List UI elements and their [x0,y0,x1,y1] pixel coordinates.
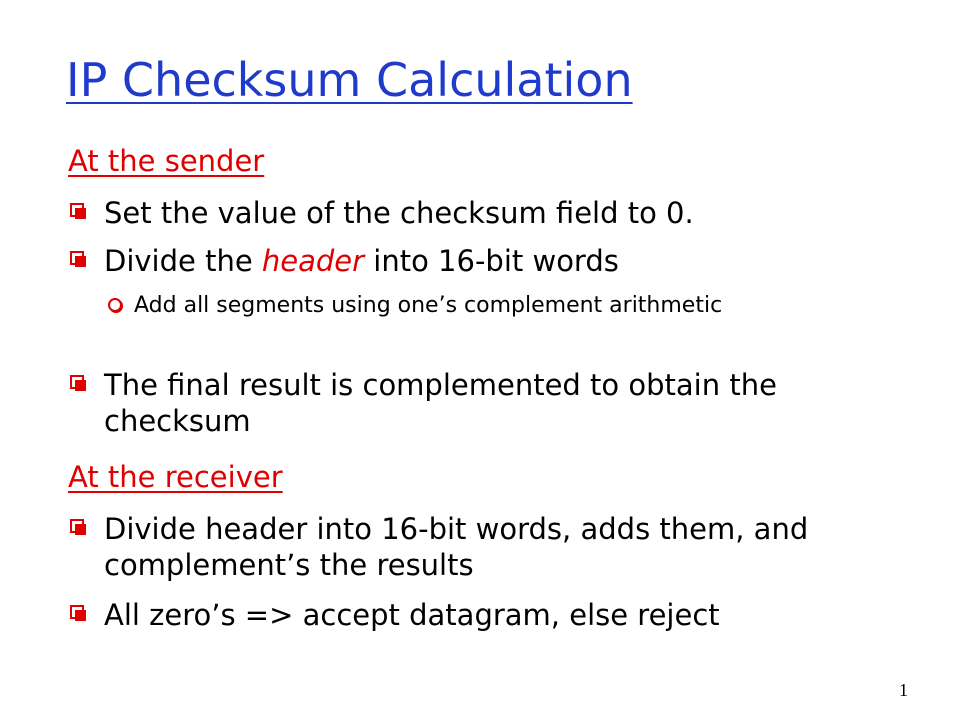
square-bullet-icon [70,375,84,389]
bullet-text-pre: Divide the [104,244,262,278]
square-bullet-icon [70,251,84,265]
square-bullet-icon [70,203,84,217]
emphasized-word: header [261,244,365,278]
bullet-item [70,511,900,583]
section-heading-sender: At the sender [68,144,265,178]
square-bullet-icon [70,519,84,533]
bullet-text: Set the value of the checksum field to 0. [104,196,694,230]
bullet-item [70,597,900,633]
sub-bullet-item [108,291,868,321]
section-heading-receiver: At the receiver [68,460,283,494]
circle-bullet-icon [108,298,122,312]
sub-bullet-text: Add all segments using one’s complement arithmetic [134,293,723,318]
slide-title: IP Checksum Calculation [66,53,633,107]
bullet-item [70,243,900,279]
bullet-text: Divide header into 16-bit words, adds them, and complement’s the results [104,512,809,582]
bullet-text-post: into 16-bit words [364,244,619,278]
bullet-item [70,195,900,231]
square-bullet-icon [70,605,84,619]
bullet-text: The final result is complemented to obtain the checksum [104,368,777,438]
bullet-item [70,367,900,439]
bullet-text [104,243,900,279]
page-number: 1 [899,680,908,700]
bullet-text: All zero’s => accept datagram, else reject [104,598,720,632]
